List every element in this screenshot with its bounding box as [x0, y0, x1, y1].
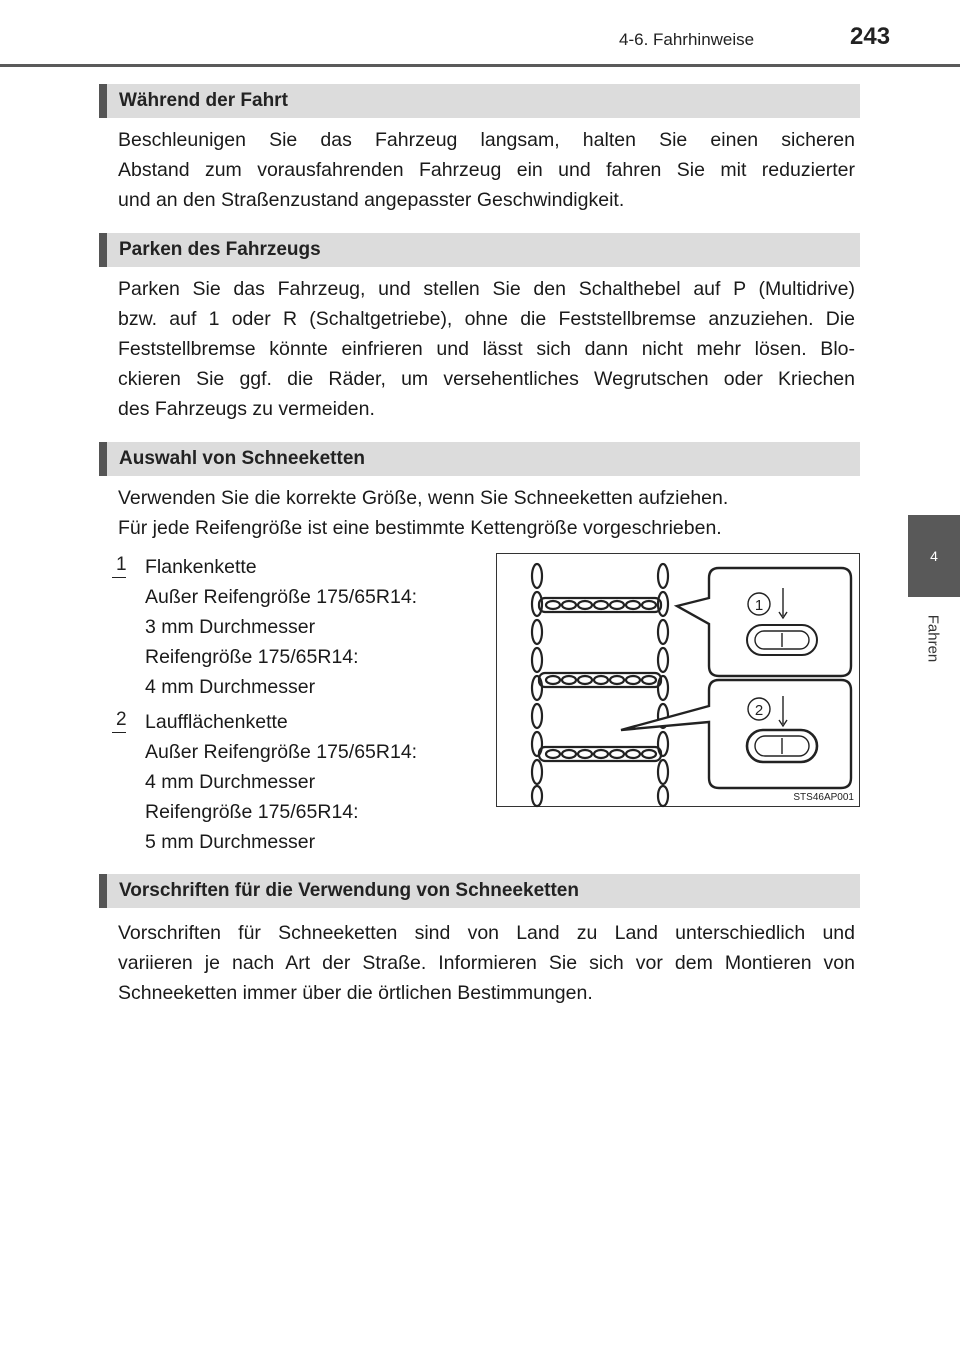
body-line: Schneeketten immer über die örtlichen Bestimmungen.: [118, 982, 593, 1004]
running-header-section: 4-6. Fahrhinweise: [619, 30, 755, 49]
section-body-snow-chain-regulations: [118, 918, 855, 1008]
cross-chain-top: [539, 598, 661, 612]
section-body-driving: [118, 125, 855, 215]
chain-item-tread-chain: [145, 707, 485, 857]
item-line: 3 mm Durchmesser: [145, 616, 316, 638]
chapter-number: 4: [930, 548, 938, 564]
chapter-tab: [908, 515, 960, 597]
body-line: ckieren Sie ggf. die Räder, um versehentliches Wegrutschen oder Kriechen: [118, 368, 855, 390]
item-line: 5 mm Durchmesser: [145, 831, 316, 853]
callout-number-1: 1: [754, 597, 764, 614]
figure-code: STS46AP001: [793, 792, 854, 803]
body-line: Für jede Reifengröße ist eine bestimmte Kettengröße vorgeschrieben.: [118, 517, 722, 539]
item-line: Außer Reifengröße 175/65R14:: [145, 586, 418, 608]
item-line: Außer Reifengröße 175/65R14:: [145, 741, 418, 763]
page-number: 243: [850, 23, 891, 50]
section-body-parking: [118, 274, 855, 424]
chapter-label: Fahren: [924, 614, 942, 662]
item-line: Laufflächenkette: [145, 711, 288, 733]
body-line: des Fahrzeugs zu vermeiden.: [118, 398, 375, 420]
snow-chain-drawing: [497, 554, 861, 808]
item-number-badge: 2: [116, 709, 134, 731]
item-line: Flankenkette: [145, 556, 257, 578]
chain-item-side-chain: [145, 552, 485, 702]
item-line: 4 mm Durchmesser: [145, 676, 316, 698]
section-body-snow-chains-selection: [118, 483, 855, 543]
cross-chain-bottom: [539, 747, 661, 761]
section-heading-driving: Während der Fahrt: [99, 84, 860, 118]
item-line: Reifengröße 175/65R14:: [145, 801, 359, 823]
item-line: 4 mm Durchmesser: [145, 771, 316, 793]
section-heading-snow-chains-selection: Auswahl von Schneeketten: [99, 442, 860, 476]
body-line: Abstand zum vorausfahrenden Fahrzeug ein und fahren Sie mit reduzierter: [118, 159, 855, 181]
section-heading-parking: Parken des Fahrzeugs: [99, 233, 860, 267]
chapter-label-container: [913, 608, 953, 668]
body-line: Feststellbremse könnte einfrieren und lässt sich dann nicht mehr lösen. Blo-: [118, 338, 855, 360]
section-heading-snow-chain-regulations: Vorschriften für die Verwendung von Schneeketten: [99, 874, 860, 908]
body-line: bzw. auf 1 oder R (Schaltgetriebe), ohne die Feststellbremse anzuziehen. Die: [118, 308, 855, 330]
body-line: Vorschriften für Schneeketten sind von Land zu Land unterschiedlich und: [118, 922, 855, 944]
callout-bubble-2: [621, 680, 851, 788]
body-line: variieren je nach Art der Straße. Informieren Sie sich vor dem Montieren von: [118, 952, 855, 974]
header-rule: [0, 64, 960, 67]
callout-bubble-1: [677, 568, 851, 676]
cross-chain-middle: [539, 673, 661, 687]
item-number-badge: 1: [116, 554, 134, 576]
body-line: Parken Sie das Fahrzeug, und stellen Sie den Schalthebel auf P (Multidrive): [118, 278, 855, 300]
body-line: Verwenden Sie die korrekte Größe, wenn Sie Schneeketten aufziehen.: [118, 487, 729, 509]
item-line: Reifengröße 175/65R14:: [145, 646, 359, 668]
callout-number-2: 2: [754, 702, 764, 719]
body-line: Beschleunigen Sie das Fahrzeug langsam, halten Sie einen sicheren: [118, 129, 855, 151]
snow-chain-illustration: [496, 553, 860, 807]
body-line: und an den Straßenzustand angepasster Geschwindigkeit.: [118, 189, 625, 211]
